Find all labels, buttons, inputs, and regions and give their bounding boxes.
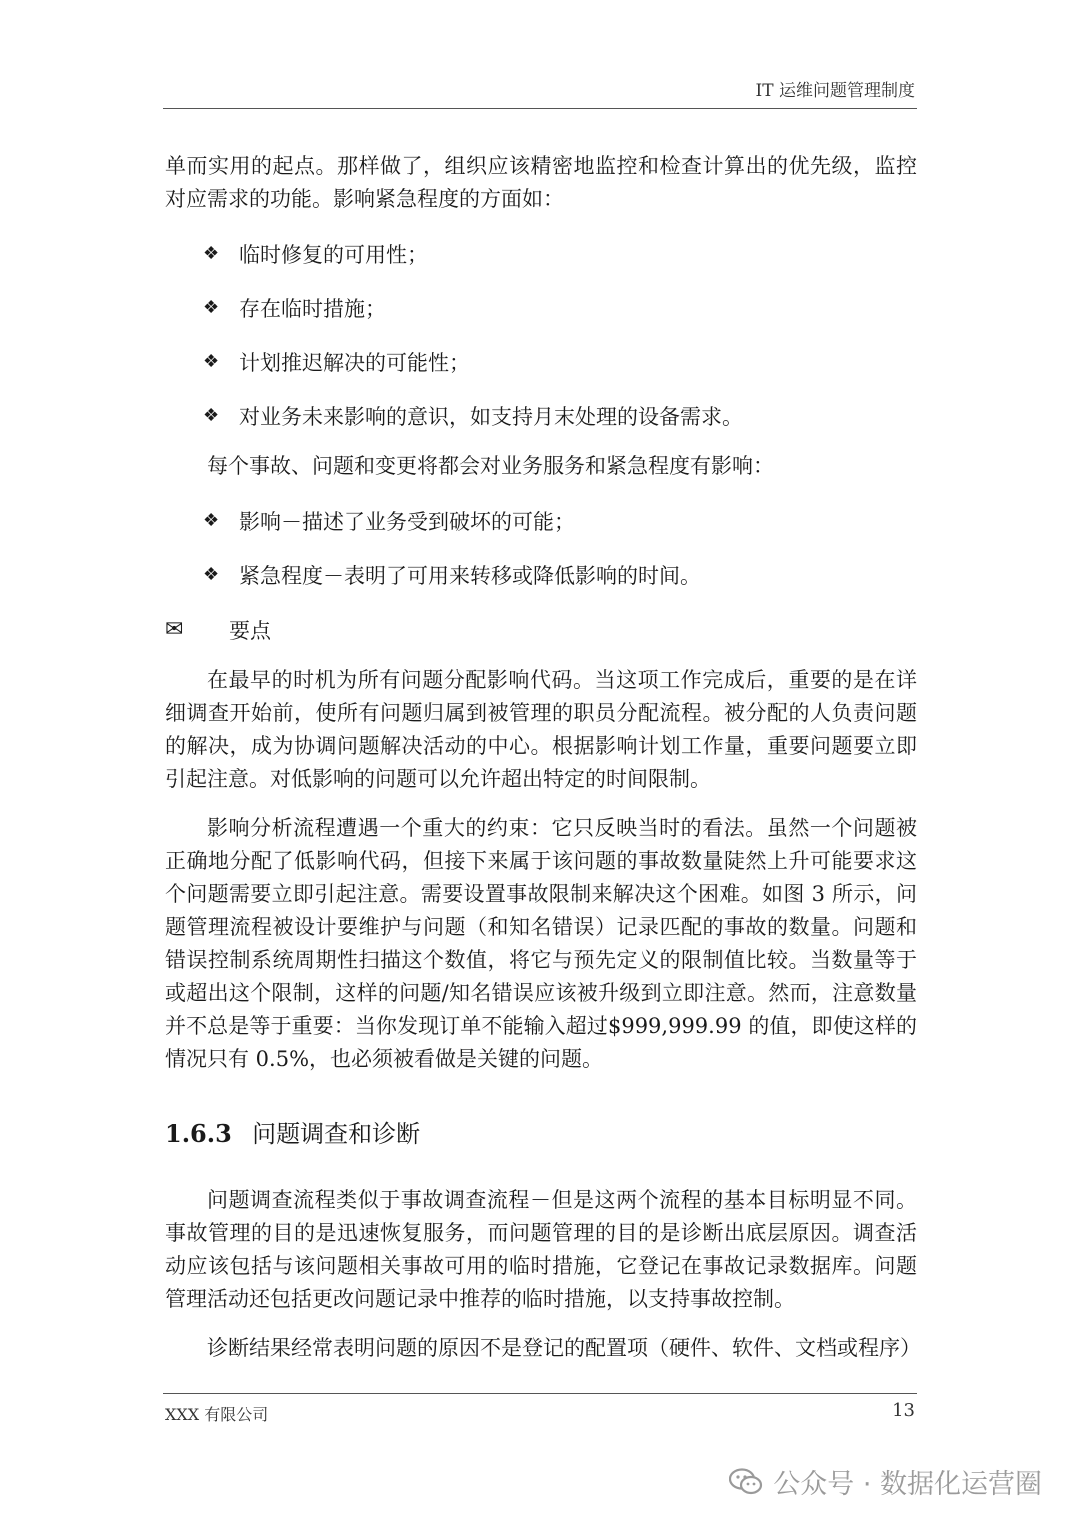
list-item-text: 对业务未来影响的意识，如支持月末处理的设备需求。 [239,404,743,429]
footer-company: XXX 有限公司 [165,1405,269,1424]
footer-divider [163,1393,917,1394]
diamond-bullet-icon: ❖ [203,243,220,264]
list-item [165,504,917,537]
intro-paragraph: 单而实用的起点。那样做了，组织应该精密地监控和检查计算出的优先级，监控对应需求的功能。影响紧急程度的方面如： [165,154,917,211]
list-item [165,558,917,591]
wechat-icon [729,1468,763,1496]
list-item-text: 临时修复的可用性； [239,242,428,267]
diamond-bullet-icon: ❖ [203,405,220,426]
page-content [165,150,921,1365]
list-item-text: 计划推迟解决的可能性； [239,350,470,375]
keypoint-heading [165,613,917,646]
diamond-bullet-icon: ❖ [203,510,220,531]
list-item-text: 存在临时措施； [239,296,386,321]
page-header-title: IT 运维问题管理制度 [755,81,915,101]
section-paragraph: 问题调查流程类似于事故调查流程－但是这两个流程的基本目标明显不同。事故管理的目的是迅速恢复服务，而问题管理的目的是诊断出底层原因。调查活动应该包括与该问题相关事故可用的临时措施，它登记在事故记录数据库。问题管理活动还包括更改问题记录中推荐的临时措施，以支持事故控制。 [165,1188,917,1311]
impact-intro: 每个事故、问题和变更将都会对业务服务和紧急程度有影响： [207,454,774,478]
section-number: 1.6.3 [165,1119,232,1148]
section-title: 问题调查和诊断 [252,1120,421,1148]
list-item [165,237,917,270]
keypoint-paragraph: 影响分析流程遭遇一个重大的约束：它只反映当时的看法。虽然一个问题被正确地分配了低影响代码，但接下来属于该问题的事故数量陡然上升可能要求这个问题需要立即引起注意。需要设置事故限制来解决这个困难。如图 3 所示，问题管理流程被设计要维护与问题（和知名错误）记录匹配的事故的数量。问题和错误控制系统周期性扫描这个数值，将它与预先定义的限制值比较。当数量等于或超出这个限制，这样的问题/知名错误应该被升级到立即注意。然而，注意数量并不总是等于重要：当你发现订单不能输入超过$999,999.99 的值，即使这样的情况只有 0.5%，也必须被看做是关键的问题。 [165,816,917,1071]
list-item-text: 紧急程度－表明了可用来转移或降低影响的时间。 [239,563,701,588]
diamond-bullet-icon: ❖ [203,564,220,585]
section-heading [165,1114,917,1154]
diamond-bullet-icon: ❖ [203,351,220,372]
keypoint-label: 要点 [229,618,271,643]
watermark-text: 公众号 · 数据化运营圈 [773,1469,1042,1500]
diamond-bullet-icon: ❖ [203,297,220,318]
page-number: 13 [892,1400,915,1421]
watermark [729,1462,1042,1501]
list-item [165,291,917,324]
envelope-icon: ✉ [165,617,184,642]
list-item [165,345,917,378]
keypoint-paragraph: 在最早的时机为所有问题分配影响代码。当这项工作完成后，重要的是在详细调查开始前，使所有问题归属到被管理的职员分配流程。被分配的人负责问题的解决，成为协调问题解决活动的中心。根据影响计划工作量，重要问题要立即引起注意。对低影响的问题可以允许超出特定的时间限制。 [165,668,917,791]
list-item [165,399,917,432]
section-paragraph: 诊断结果经常表明问题的原因不是登记的配置项（硬件、软件、文档或程序） [207,1336,921,1360]
header-divider [163,108,917,109]
list-item-text: 影响－描述了业务受到破坏的可能； [239,509,575,534]
